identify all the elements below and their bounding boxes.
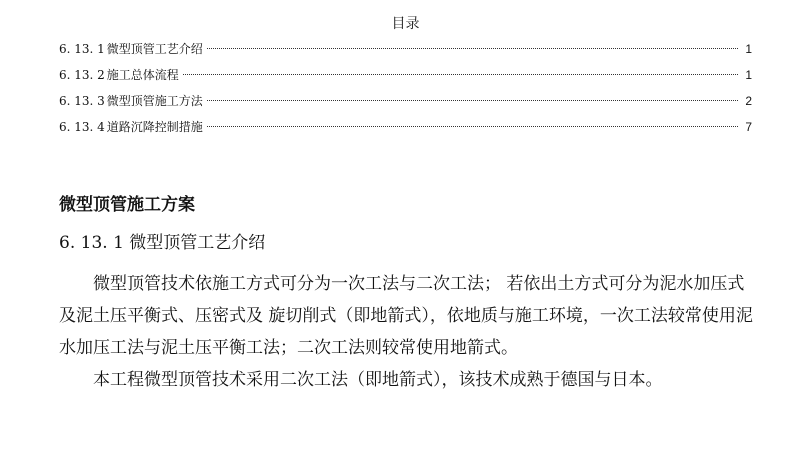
section-heading: 6. 13. 1 微型顶管工艺介绍	[59, 233, 266, 253]
toc-entry[interactable]	[59, 40, 752, 66]
toc-leader-dots	[183, 74, 738, 75]
toc-title: 目录	[391, 16, 420, 32]
toc-entry-text: 微型顶管工艺介绍	[106, 42, 203, 56]
toc-entry-number: 6. 13. 4	[59, 120, 105, 134]
toc-entry[interactable]	[59, 92, 752, 118]
toc-entry[interactable]	[59, 118, 752, 144]
toc-entry-number: 6. 13. 3	[59, 94, 105, 108]
toc-entry-number: 6. 13. 2	[59, 68, 105, 82]
body-text	[59, 268, 759, 396]
toc-entry-page: 2	[745, 94, 752, 108]
document-title: 微型顶管施工方案	[59, 195, 195, 215]
toc-entry[interactable]	[59, 66, 752, 92]
toc-leader-dots	[207, 100, 738, 101]
toc-entry-text: 施工总体流程	[106, 68, 179, 82]
table-of-contents	[59, 40, 752, 144]
paragraph: 本工程微型顶管技术采用二次工法（即地箭式），该技术成熟于德国与日本。	[93, 370, 663, 390]
toc-entry-page: 1	[745, 68, 752, 82]
toc-entry-page: 7	[745, 120, 752, 134]
toc-leader-dots	[207, 126, 738, 127]
toc-leader-dots	[207, 48, 738, 49]
toc-entry-text: 道路沉降控制措施	[106, 120, 203, 134]
paragraph: 微型顶管技术依施工方式可分为一次工法与二次工法； 若依出土方式可分为泥水加压式及泥土压平衡式、压密式及 旋切削式（即地箭式），依地质与施工环境，一次工法较常使用泥水加压工法与泥土压平衡工法；二次工法则较常使用地箭式。	[59, 274, 753, 358]
toc-entry-text: 微型顶管施工方法	[106, 94, 203, 108]
toc-entry-page: 1	[745, 42, 752, 56]
toc-entry-number: 6. 13. 1	[59, 42, 105, 56]
